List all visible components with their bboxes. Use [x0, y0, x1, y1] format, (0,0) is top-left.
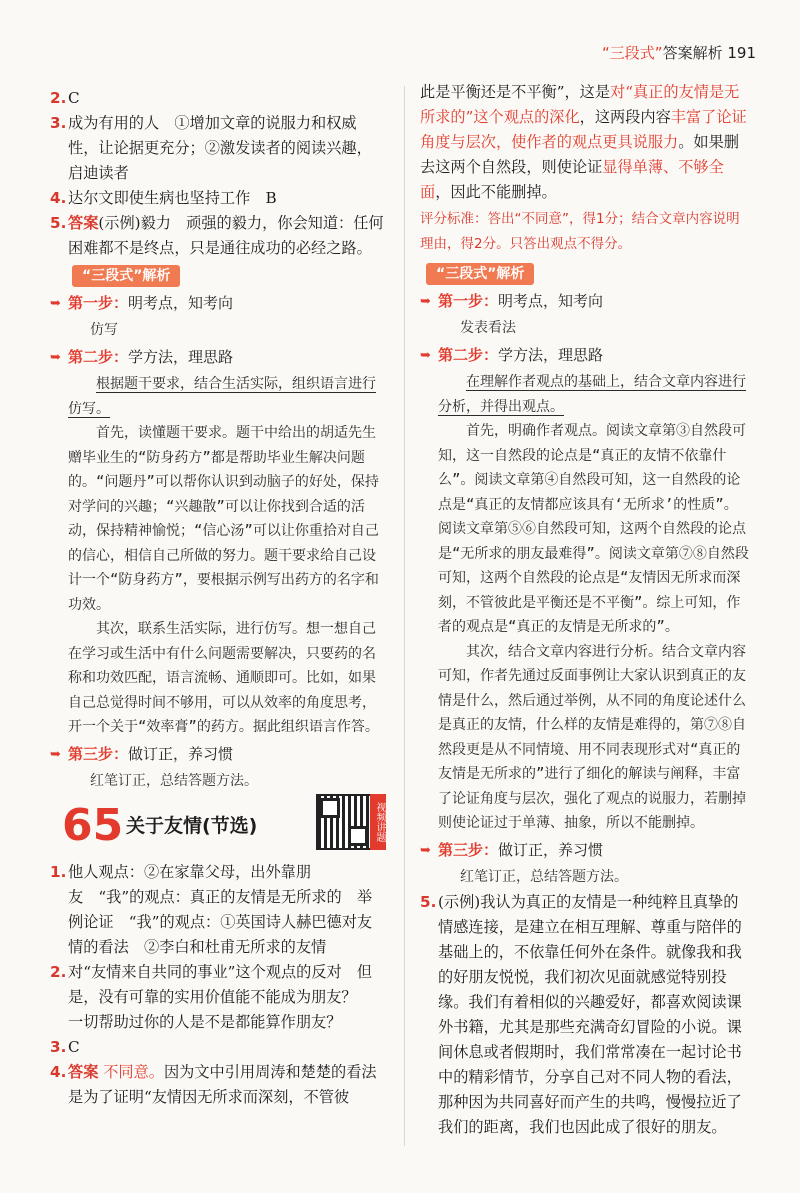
step-1	[420, 289, 750, 314]
answer-text: 因为文中引用周涛和楚楚的看法是为了证明“友情因无所求而深刻，不管彼	[68, 1062, 377, 1106]
question-number: 1.	[50, 862, 67, 881]
answer-text: 对“友情来自共同的事业”这个观点的反对 但是，没有可靠的实用价值能不能成为朋友？ 一切帮助过你的人是不是都能算作朋友？	[68, 962, 373, 1031]
question-number: 5.	[50, 214, 67, 232]
highlight-text: 显得单薄、不够全面	[420, 158, 724, 201]
answer-text: (示例)我认为真正的友情是一种纯粹且真挚的情感连接，是建立在相互理解、尊重与陪伴的基础上的，不依靠任何外在条件。就像我和我的好朋友悦悦，我们初次见面就感觉特别投缘。我们有着相似的兴趣爱好，都喜欢阅读课外书籍，尤其是那些充满奇幻冒险的小说。课间休息或者假期时，我们常常凑在一起讨论书中的精彩情节，分享自己对不同人物的看法，那种因为共同喜好而产生的共鸣，慢慢拉近了我们的距离，我们也因此成了很好的朋友。	[438, 892, 742, 1136]
arrow-icon: ➥	[420, 294, 431, 309]
arrow-icon: ➥	[50, 350, 61, 365]
qr-code-icon[interactable]	[316, 794, 372, 850]
text: ，因此不能删掉。	[435, 183, 557, 201]
answer-text: (示例)毅力 顽强的毅力，你会知道：任何困难都不是终点，只是通往成功的必经之路。	[68, 214, 384, 257]
header-brand: “三段式”	[602, 44, 663, 62]
step-label: 第三步：	[438, 840, 499, 859]
step-label: 第二步：	[438, 346, 499, 364]
s-answer-1	[50, 860, 386, 960]
arrow-icon: ➥	[50, 296, 61, 311]
step-1-detail: 仿写	[90, 322, 118, 338]
step-3	[50, 742, 386, 767]
highlight-text: 丰富了论证角度与层次，使作者的观点更具说服力	[420, 108, 747, 151]
section-heading	[50, 800, 386, 860]
step-label: 第三步：	[68, 744, 129, 763]
s-answer-3	[50, 1035, 386, 1060]
arrow-icon: ➥	[420, 348, 431, 363]
arrow-icon: ➥	[50, 746, 61, 762]
step-text: 明考点，知考向	[128, 294, 234, 312]
video-tag: 视频讲题	[370, 794, 386, 850]
step-3	[420, 838, 750, 863]
scoring-criteria: 评分标准：答出“不同意”，得1分；结合文章内容说明理由，得2分。只答出观点不得分。	[420, 211, 740, 252]
step-3-detail: 红笔订正，总结答题方法。	[460, 868, 628, 885]
answer-label: 答案	[68, 214, 99, 232]
analysis-paragraph-1: 首先，明确作者观点。阅读文章第③自然段可知，这一自然段的论点是“真正的友情不依靠什么”。阅读文章第④自然段可知，这一自然段的论点是“真正的友情都应该具有‘无所求’的性质”。阅读文章第⑤⑥自然段可知，这两个自然段的论点是“无所求的朋友最难得”。阅读文章第⑦⑧自然段可知，这两个自然段的论点是“友情因无所求而深刻，不管彼此是平衡还是不平衡”。综上可知，作者的观点是“真正的友情是无所求的”。	[438, 423, 749, 635]
answer-4	[50, 186, 386, 211]
step-label: 第一步：	[438, 292, 499, 310]
arrow-icon: ➥	[420, 842, 431, 858]
step-2-method: 在理解作者观点的基础上，结合文章内容进行分析，并得出观点。	[438, 374, 746, 415]
text: 。如果删去这两个自然段，则使论证	[420, 133, 739, 176]
left-column	[50, 86, 386, 1110]
step-label: 第一步：	[68, 294, 129, 312]
answer-text: 达尔文即使生病也坚持工作 B	[68, 189, 277, 207]
answer-text: C	[68, 89, 80, 107]
answer-label: 答案	[68, 1062, 99, 1081]
s-answer-2	[50, 960, 386, 1035]
step-label: 第二步：	[68, 348, 129, 366]
question-number: 5.	[420, 892, 437, 911]
answer-text: 他人观点：②在家靠父母，出外靠朋友 “我”的观点：真正的友情是无所求的 举例论证 “我”的观点：①英国诗人赫巴德对友情的看法 ②李白和杜甫无所求的友情	[68, 862, 373, 956]
answer-3	[50, 111, 386, 186]
header-title: 答案解析	[662, 44, 723, 62]
analysis-paragraph-1: 首先，读懂题干要求。题干中给出的胡适先生赠毕业生的“防身药方”都是帮助毕业生解决问题的。“问题丹”可以帮你认识到动脑子的好处，保持对学问的兴趣；“兴趣散”可以让你找到合适的活动，保持精神愉悦；“信心汤”可以让你重拾对自己的信心，相信自己所做的努力。题干要求给自己设计一个“防身药方”，要根据示例写出药方的名字和功效。	[68, 425, 379, 613]
analysis-badge: “三段式”解析	[426, 263, 534, 285]
answer-verdict: 不同意。	[103, 1062, 164, 1081]
question-number: 3.	[50, 1037, 67, 1056]
page-number: 191	[727, 44, 756, 62]
analysis-paragraph-2: 其次，联系生活实际，进行仿写。想一想自己在学习或生活中有什么问题需要解决，只要药的名称和功效匹配，语言流畅、通顺即可。比如，如果自己总觉得时间不够用，可以从效率的角度思考，开一个关于“效率膏”的药方。据此组织语言作答。	[68, 621, 379, 735]
step-2	[50, 345, 386, 370]
column-divider	[404, 86, 405, 1146]
step-3-detail: 红笔订正，总结答题方法。	[90, 772, 258, 789]
answer-2	[50, 86, 386, 111]
answer-5	[50, 211, 386, 261]
question-number: 3.	[50, 114, 67, 132]
step-2	[420, 343, 750, 368]
step-text: 明考点，知考向	[498, 292, 604, 310]
step-2-method: 根据题干要求，结合生活实际，组织语言进行仿写。	[68, 376, 376, 417]
step-text: 学方法，理思路	[498, 346, 604, 364]
answer-text: C	[68, 1037, 80, 1056]
question-number: 4.	[50, 1062, 67, 1081]
text: 此是平衡还是不平衡”，这是	[420, 83, 611, 101]
analysis-badge: “三段式”解析	[72, 265, 180, 287]
step-text: 做订正，养习惯	[128, 744, 234, 763]
step-1	[50, 291, 386, 316]
analysis-paragraph-2: 其次，结合文章内容进行分析。结合文章内容可知，作者先通过反面事例让大家认识到真正的友情是什么，然后通过举例，从不同的角度论述什么是真正的友情，什么样的友情是难得的，第⑦⑧自然段更是从不同情境、用不同表现形式对“真正的友情是无所求的”进行了细化的解读与阐释，丰富了论证角度与层次，强化了观点的说服力，若删掉则使论证过于单薄、抽象，所以不能删掉。	[438, 643, 746, 831]
step-text: 做订正，养习惯	[498, 840, 604, 859]
right-column	[420, 80, 750, 1140]
answer-5	[420, 890, 750, 1140]
section-title: 关于友情(节选)	[126, 814, 258, 837]
answer-4-continued	[420, 80, 750, 205]
question-number: 2.	[50, 89, 67, 107]
answer-text: 成为有用的人 ①增加文章的说服力和权威性，让论据更充分；②激发读者的阅读兴趣，启迪读者	[68, 114, 372, 182]
section-number: 65	[62, 799, 124, 851]
page-header	[602, 42, 756, 63]
question-number: 2.	[50, 962, 67, 981]
step-text: 学方法，理思路	[128, 348, 234, 366]
highlight-text: 对“真正的友情是无所求的”这个观点的深化	[420, 83, 740, 126]
question-number: 4.	[50, 189, 67, 207]
step-1-detail: 发表看法	[460, 320, 516, 336]
s-answer-4	[50, 1060, 386, 1110]
text: ，这两段内容	[579, 108, 671, 126]
